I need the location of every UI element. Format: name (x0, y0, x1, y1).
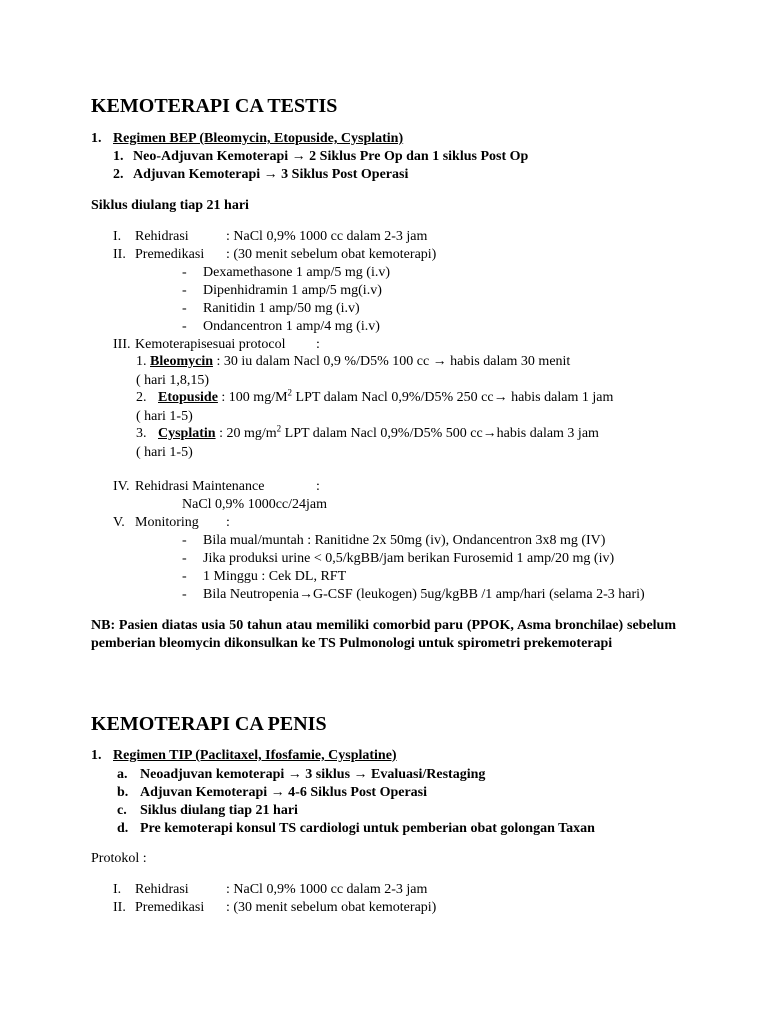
drug-number: 3. (136, 426, 147, 441)
protocol-colon: : (226, 515, 230, 530)
item-number: 1. (113, 149, 124, 164)
item-text: Neo-Adjuvan Kemoterapi (133, 149, 289, 164)
arrow-right-icon: → (270, 785, 285, 800)
roman-numeral: III. (113, 337, 131, 352)
regimen-bep-heading: Regimen BEP (Bleomycin, Etopuside, Cysplatin) (113, 131, 404, 146)
monitoring-item: 1 Minggu : Cek DL, RFT (203, 569, 347, 584)
nb-note: NB: Pasien diatas usia 50 tahun atau memiliki comorbid paru (PPOK, Asma bronchilae) sebelum pemberian bleomycin dikonsulkan ke TS Pulmonologi untuk spirometri prekemoterapi (91, 618, 676, 651)
protocol-value: : (30 menit sebelum obat kemoterapi) (226, 247, 437, 262)
dash-bullet: - (182, 551, 187, 566)
item-text: 3 Siklus Post Operasi (281, 167, 409, 182)
section-title-testis: KEMOTERAPI CA TESTIS (91, 95, 338, 117)
regimen-tip-heading: Regimen TIP (Paclitaxel, Ifosfamie, Cysplatine) (113, 748, 397, 763)
monitoring-item: Bila mual/muntah : Ranitidne 2x 50mg (iv), Ondancentron 3x8 mg (IV) (203, 533, 606, 548)
drug-dose: : 30 iu dalam Nacl 0,9 %/D5% 100 cc (216, 354, 430, 369)
regimen-number: 1. (91, 748, 102, 763)
drug-duration: habis dalam 3 jam (496, 426, 599, 441)
arrow-right-icon: → (299, 587, 314, 602)
premed-item: Dipenhidramin 1 amp/5 mg(i.v) (203, 283, 382, 298)
roman-numeral: II. (113, 247, 126, 262)
list-item: Neoadjuvan kemoterapi → 3 siklus → Evaluasi/Restaging (140, 767, 486, 782)
item-text: 2 Siklus Pre Op dan 1 siklus Post Op (309, 149, 529, 164)
list-item (113, 167, 408, 183)
protocol-label: Kemoterapisesuai protocol (135, 337, 286, 352)
list-item-letter: a. (117, 767, 128, 782)
drug-number: 2. (136, 390, 147, 405)
protocol-label: Premedikasi (135, 247, 205, 262)
protocol-value: : (30 menit sebelum obat kemoterapi) (226, 900, 437, 915)
item-text: Adjuvan Kemoterapi (133, 167, 261, 182)
roman-numeral: I. (113, 882, 122, 897)
roman-numeral: V. (113, 515, 125, 530)
protokol-label: Protokol : (91, 851, 147, 866)
drug-days: ( hari 1,8,15) (136, 373, 210, 388)
dash-bullet: - (182, 301, 187, 316)
list-item-letter: d. (117, 821, 129, 836)
arrow-right-icon: → (353, 767, 368, 782)
drug-days: ( hari 1-5) (136, 445, 193, 460)
arrow-right-icon: → (493, 390, 508, 405)
drug-name: Etopuside (158, 390, 218, 405)
protocol-label: Monitoring (135, 515, 199, 530)
drug-duration: habis dalam 1 jam (511, 390, 614, 405)
protocol-label: Rehidrasi Maintenance (135, 479, 265, 494)
protocol-value: : NaCl 0,9% 1000 cc dalam 2-3 jam (226, 882, 428, 897)
protocol-colon: : (316, 337, 320, 352)
dash-bullet: - (182, 533, 187, 548)
item-number: 2. (113, 167, 124, 182)
regimen-number: 1. (91, 131, 102, 146)
list-item-letter: b. (117, 785, 129, 800)
premed-item: Ondancentron 1 amp/4 mg (i.v) (203, 319, 380, 334)
protocol-label: Rehidrasi (135, 229, 189, 244)
dash-bullet: - (182, 265, 187, 280)
premed-item: Ranitidin 1 amp/50 mg (i.v) (203, 301, 360, 316)
protocol-label: Premedikasi (135, 900, 205, 915)
monitoring-item: Bila Neutropenia→G-CSF (leukogen) 5ug/kgBB /1 amp/hari (selama 2-3 hari) (203, 587, 645, 602)
dash-bullet: - (182, 587, 187, 602)
arrow-right-icon: → (287, 767, 302, 782)
protocol-colon: : (316, 479, 320, 494)
arrow-right-icon: → (291, 149, 306, 164)
arrow-right-icon: → (482, 426, 497, 441)
drug-name: Cysplatin (158, 426, 216, 441)
drug-duration: habis dalam 30 menit (450, 354, 571, 369)
cycle-note: Siklus diulang tiap 21 hari (91, 198, 249, 213)
dash-bullet: - (182, 569, 187, 584)
list-item: Pre kemoterapi konsul TS cardiologi untuk pemberian obat golongan Taxan (140, 821, 595, 836)
protocol-value: : NaCl 0,9% 1000 cc dalam 2-3 jam (226, 229, 428, 244)
drug-name: Bleomycin (150, 354, 213, 369)
drug-days: ( hari 1-5) (136, 409, 193, 424)
roman-numeral: II. (113, 900, 126, 915)
list-item (113, 149, 528, 165)
premed-item: Dexamethasone 1 amp/5 mg (i.v) (203, 265, 391, 280)
drug-row-cysplatin (136, 423, 599, 442)
drug-number: 1. (136, 354, 147, 369)
drug-row-bleomycin (136, 354, 570, 370)
monitoring-item: Jika produksi urine < 0,5/kgBB/jam berikan Furosemid 1 amp/20 mg (iv) (203, 551, 615, 566)
roman-numeral: IV. (113, 479, 130, 494)
protocol-value: NaCl 0,9% 1000cc/24jam (182, 497, 328, 512)
protocol-label: Rehidrasi (135, 882, 189, 897)
drug-row-etopuside (136, 387, 614, 406)
roman-numeral: I. (113, 229, 122, 244)
list-item-letter: c. (117, 803, 127, 818)
arrow-right-icon: → (432, 354, 447, 369)
dash-bullet: - (182, 319, 187, 334)
list-item: Siklus diulang tiap 21 hari (140, 803, 298, 818)
section-title-penis: KEMOTERAPI CA PENIS (91, 713, 327, 735)
list-item: Adjuvan Kemoterapi → 4-6 Siklus Post Operasi (140, 785, 428, 800)
arrow-right-icon: → (263, 167, 278, 182)
dash-bullet: - (182, 283, 187, 298)
drug-dose: : 100 $mg/M^2$ LPT dalam Nacl 0,9%/D5% 250 cc (221, 387, 494, 405)
drug-dose: : 20 $mg/m^2$ LPT dalam Nacl 0,9%/D5% 500 cc (219, 423, 483, 441)
